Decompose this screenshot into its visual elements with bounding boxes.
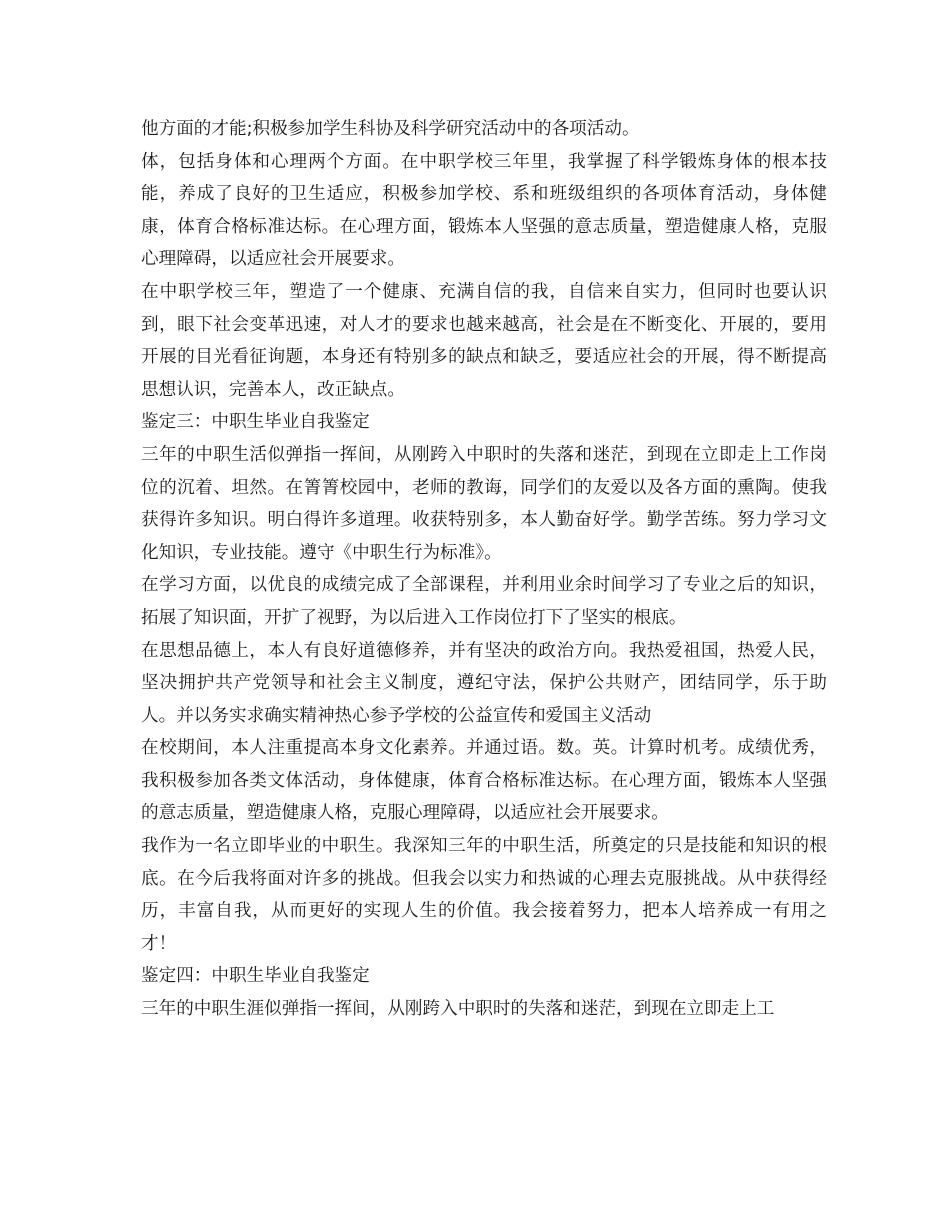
paragraph-self-confidence: 在中职学校三年，塑造了一个健康、充满自信的我，自信来自实力，但同时也要认识到，眼下社会变革迅速，对人才的要求也越来越高，社会是在不断变化、开展的，要用开展的目光看征询题，本身还有特别多的缺点和缺乏，要适应社会的开展，得不断提高思想认识，完善本人，改正缺点。 (141, 281, 827, 400)
paragraph-school-period: 在校期间，本人注重提高本身文化素养。并通过语。数。英。计算时机考。成绩优秀，我积极参加各类文体活动，身体健康，体育合格标准达标。在心理方面，锻炼本人坚强的意志质量，塑造健康人格，克服心理障碍，以适应社会开展要求。 (141, 738, 827, 824)
document-body (141, 113, 827, 1026)
paragraph-physical-health: 体，包括身体和心理两个方面。在中职学校三年里，我掌握了科学锻炼身体的根本技能，养成了良好的卫生适应，积极参加学校、系和班级组织的各项体育活动，身体健康，体育合格标准达标。在心理方面，锻炼本人坚强的意志质量，塑造健康人格，克服心理障碍，以适应社会开展要求。 (141, 151, 827, 270)
paragraph-talents: 他方面的才能;积极参加学生科协及科学研究活动中的各项活动。 (141, 119, 640, 139)
paragraph-study: 在学习方面，以优良的成绩完成了全部课程，并利用业余时间学习了专业之后的知识，拓展了知识面，开扩了视野，为以后进入工作岗位打下了坚实的根底。 (141, 575, 827, 628)
paragraph-morality: 在思想品德上，本人有良好道德修养，并有坚决的政治方向。我热爱祖国，热爱人民，坚决拥护共产党领导和社会主义制度，遵纪守法，保护公共财产，团结同学，乐于助人。并以务实求确实精神热心参予学校的公益宣传和爱国主义活动 (141, 640, 827, 726)
section-heading-3: 鉴定三：中职生毕业自我鉴定 (141, 412, 370, 433)
paragraph-graduate: 我作为一名立即毕业的中职生。我深知三年的中职生活，所奠定的只是技能和知识的根底。在今后我将面对许多的挑战。但我会以实力和热诚的心理去克服挑战。从中获得经历，丰富自我，从而更好的实现人生的价值。我会接着努力，把本人培养成一有用之才！ (141, 836, 827, 954)
paragraph-career-start: 三年的中职生涯似弹指一挥间，从刚跨入中职时的失落和迷茫，到现在立即走上工 (141, 999, 775, 1020)
section-heading-4: 鉴定四：中职生毕业自我鉴定 (141, 966, 370, 987)
paragraph-three-years: 三年的中职生活似弹指一挥间，从刚跨入中职时的失落和迷茫，到现在立即走上工作岗位的沉着、坦然。在箐箐校园中，老师的教诲，同学们的友爱以及各方面的熏陶。使我获得许多知识。明白得许多道理。收获特别多，本人勤奋好学。勤学苦练。努力学习文化知识，专业技能。遵守《中职生行为标准》。 (141, 444, 827, 563)
